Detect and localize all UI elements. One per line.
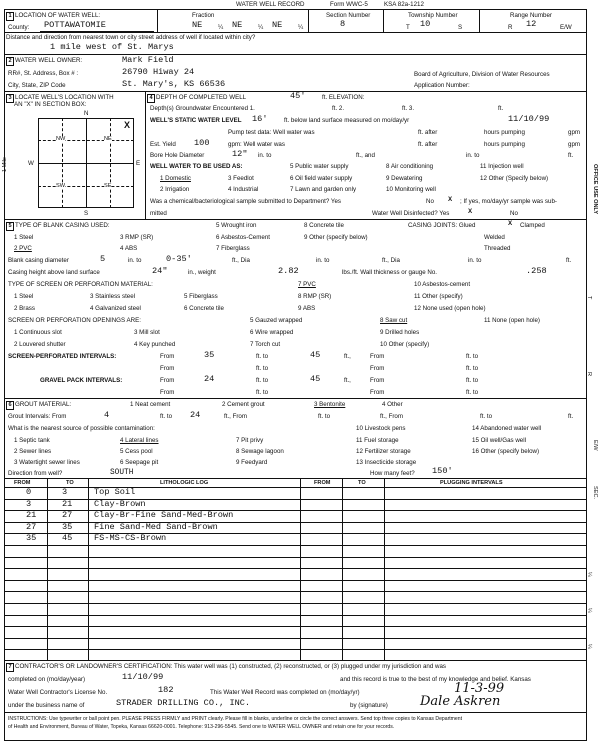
gravel-to2: ft. to <box>466 377 479 384</box>
log-from-cell: 27 <box>26 521 37 532</box>
log-row-line <box>4 649 587 650</box>
static-label: WELL'S STATIC WATER LEVEL <box>150 117 242 124</box>
cert-signature: Dale Askren <box>420 694 501 709</box>
casing-height-label: Casing height above land surface <box>8 269 100 276</box>
log-row-line <box>4 545 587 546</box>
direction-from-well-label: Direction from well? <box>8 470 63 477</box>
groundwater-3: ft. 3. <box>402 105 415 112</box>
src-fuel[interactable]: 11 Fuel storage <box>356 437 399 444</box>
cert-record-date: 11-3-99 <box>454 681 505 696</box>
gravel-to-value: 45 <box>310 374 321 384</box>
chem-mitted: mitted <box>150 210 167 217</box>
depth-value: 45' <box>290 91 306 101</box>
groundwater-label: Depth(s) Groundwater Encountered 1. <box>150 105 255 112</box>
src-watertight[interactable]: 3 Watertight sewer lines <box>14 459 80 466</box>
disinfected-label: Water Well Disinfected? Yes <box>372 210 450 217</box>
section7-line1: 7 CONTRACTOR'S OR LANDOWNER'S CERTIFICATION: This water well was (1) constructed, (2) reconstructed, or (3) plugged under my jurisdiction and was <box>6 663 446 672</box>
screen-intervals-label: SCREEN-PERFORATED INTERVALS: <box>8 353 117 360</box>
range-value: 12 <box>526 19 537 29</box>
direction-from-well: SOUTH <box>110 469 134 477</box>
log-from-cell: 21 <box>26 510 37 521</box>
bore-value: 12" <box>232 149 248 159</box>
use-dewatering[interactable]: 9 Dewatering <box>386 175 423 182</box>
gravel-label: GRAVEL PACK INTERVALS: <box>40 377 123 384</box>
screen-label: TYPE OF SCREEN OR PERFORATION MATERIAL: <box>8 281 153 288</box>
use-monitoring[interactable]: 10 Monitoring well <box>386 186 436 193</box>
fraction-3: NE <box>272 20 283 30</box>
form-title: WATER WELL RECORD <box>236 1 305 8</box>
open-mill[interactable]: 3 Mill slot <box>134 329 160 336</box>
locate-w: W <box>28 160 34 167</box>
section3-label: 3 LOCATE WELL'S LOCATION WITH <box>6 94 114 103</box>
cert-license-label: Water Well Contractor's License No. <box>8 689 108 696</box>
township-label: Township Number <box>408 12 458 19</box>
src-privy[interactable]: 7 Pit privy <box>236 437 264 444</box>
open-gauzed[interactable]: 5 Gauzed wrapped <box>250 317 303 324</box>
chem-x: X <box>448 196 453 203</box>
grout-from3: ft., From <box>380 413 404 420</box>
open-drilled[interactable]: 9 Drilled holes <box>380 329 420 336</box>
log-from-cell: 0 <box>26 487 32 497</box>
gravel-ft: ft., <box>344 377 351 384</box>
fraction-2: NE <box>232 20 243 30</box>
chem-tail: ; If yes, mo/day/yr sample was sub- <box>460 198 557 205</box>
locate-s: S <box>84 210 89 217</box>
casing-clamped: Clamped <box>520 222 545 229</box>
yield-after: ft. after <box>418 141 438 148</box>
src-feedyard[interactable]: 9 Feedyard <box>236 459 268 466</box>
grout-from2: ft., From <box>224 413 248 420</box>
screen-fiberglass[interactable]: 5 Fiberglass <box>184 293 218 300</box>
log-row-line <box>4 626 587 627</box>
chem-no: No <box>426 198 434 205</box>
how-many-feet: 150' <box>432 466 453 476</box>
quarter-3: ¼ <box>298 24 304 31</box>
owner-name: Mark Field <box>122 55 174 65</box>
grout-other[interactable]: 4 Other <box>382 401 403 408</box>
screen-none[interactable]: 12 None used (open hole) <box>414 305 486 312</box>
casing-weight-label: in., weight <box>188 269 216 276</box>
side-q2: ¼ <box>586 608 592 613</box>
log-row-line <box>4 591 587 592</box>
log-description-cell: Top Soil <box>94 487 136 497</box>
casing-pvc[interactable]: 2 PVC <box>14 245 32 252</box>
static-date: 11/10/99 <box>508 114 550 124</box>
groundwater-ft: ft. <box>498 105 504 112</box>
grout-ft: ft. <box>568 413 574 420</box>
log-row-line <box>4 557 587 558</box>
township-s: S <box>458 24 463 31</box>
locate-n: N <box>84 110 89 117</box>
log-from-cell: 3 <box>26 498 32 509</box>
casing-concrete[interactable]: 8 Concrete tile <box>304 222 344 229</box>
fraction-1: NE <box>192 20 203 30</box>
quad-nw: NW <box>56 136 66 142</box>
side-q3: ¼ <box>586 644 592 649</box>
log-row-line <box>4 615 587 616</box>
casing-diam-to: in. to <box>128 257 142 264</box>
casing-wall-label: lbs./ft. Wall thickness or gauge No. <box>342 269 438 276</box>
src-lateral[interactable]: 4 Lateral lines <box>120 437 159 444</box>
use-injection[interactable]: 11 Injection well <box>480 163 524 170</box>
bore-to2: in. to <box>466 152 480 159</box>
casing-joints-label: CASING JOINTS: Glued <box>408 222 476 229</box>
use-lawn[interactable]: 7 Lawn and garden only <box>290 186 357 193</box>
use-label: WELL WATER TO BE USED AS: <box>150 163 243 170</box>
contamination-label: What is the nearest source of possible contamination: <box>8 425 155 432</box>
casing-fiberglass[interactable]: 7 Fiberglass <box>216 245 250 252</box>
side-t: T <box>586 296 592 300</box>
src-fertilizer[interactable]: 12 Fertilizer storage <box>356 448 411 455</box>
screen-from2: From <box>370 353 385 360</box>
gravel-from2: From <box>370 377 385 384</box>
log-to-cell: 27 <box>62 510 73 521</box>
use-industrial[interactable]: 4 Industrial <box>228 186 259 193</box>
open-saw[interactable]: 8 Saw cut <box>380 317 408 324</box>
direction-label: Distance and direction from nearest town or city street address of well if located within city? <box>6 34 256 41</box>
screen-abs[interactable]: 9 ABS <box>298 305 316 312</box>
cert-business-value: STRADER DRILLING CO., INC. <box>116 698 251 708</box>
open-key[interactable]: 4 Key punched <box>134 341 176 348</box>
section3-label2: AN "X" IN SECTION BOX: <box>14 101 87 108</box>
log-row-line <box>4 638 587 639</box>
casing-abs[interactable]: 4 ABS <box>120 245 138 252</box>
section-value: 8 <box>340 19 346 29</box>
use-domestic[interactable]: 1 Domestic <box>160 175 191 182</box>
pump-hours: hours pumping <box>484 129 525 136</box>
cert-license-value: 182 <box>158 685 174 695</box>
grout-cement[interactable]: 2 Cement grout <box>222 401 265 408</box>
use-irrigation[interactable]: 2 Irrigation <box>160 186 190 193</box>
casing-other[interactable]: 9 Other (specify below) <box>304 234 368 241</box>
casing-gauge-value: .258 <box>526 266 547 276</box>
cert-completed-date: 11/10/99 <box>122 672 164 682</box>
screen-to-value: 45 <box>310 350 321 360</box>
casing-diam-value: 5 <box>100 254 106 264</box>
gravel-from-label: From <box>160 377 175 384</box>
how-many-feet-label: How many feet? <box>370 470 415 477</box>
log-to-header: TO <box>66 480 74 486</box>
log-to-header2: TO <box>358 480 366 486</box>
grout-intervals-label: Grout Intervals: From <box>8 413 67 420</box>
use-oilfield[interactable]: 6 Oil field water supply <box>290 175 353 182</box>
side-ew: E/W <box>592 440 598 451</box>
grout-to-label: ft. to <box>160 413 173 420</box>
section6-label: 6 GROUT MATERIAL: <box>6 401 71 410</box>
gravel-to-b: ft. to <box>256 389 269 396</box>
open-none[interactable]: 11 None (open hole) <box>484 317 540 324</box>
src-abandoned[interactable]: 14 Abandoned water well <box>472 425 542 432</box>
owner-address: 26790 Hiway 24 <box>122 67 195 77</box>
log-row-line <box>4 603 587 604</box>
casing-threaded: Threaded <box>484 245 511 252</box>
gravel-from-value: 24 <box>204 374 215 384</box>
section-label: Section Number <box>326 12 371 19</box>
screen-brass[interactable]: 2 Brass <box>14 305 35 312</box>
yield-label: Est. Yield <box>150 141 176 148</box>
grout-to2: ft. to <box>318 413 331 420</box>
casing-ft: ft. <box>566 257 572 264</box>
county-label: County: <box>8 24 30 31</box>
log-row-line <box>4 580 587 581</box>
side-q1: ¼ <box>586 572 592 577</box>
src-lagoon[interactable]: 8 Sewage lagoon <box>236 448 284 455</box>
range-ew: E/W <box>560 24 572 31</box>
yield-value: 100 <box>194 138 210 148</box>
casing-to2: in. to <box>316 257 330 264</box>
elevation-label: ft. ELEVATION: <box>322 94 365 101</box>
ksa-number: KSA 82a-1212 <box>384 1 424 8</box>
screen-asbestos[interactable]: 10 Asbestos-cement <box>414 281 471 288</box>
casing-diam-label: Blank casing diameter <box>8 257 69 264</box>
disinfected-x: X <box>468 208 473 215</box>
office-use-label: OFFICE USE ONLY <box>592 164 598 215</box>
range-r: R <box>508 24 513 31</box>
casing-weight-value: 2.82 <box>278 266 299 276</box>
log-to-cell: 35 <box>62 521 73 532</box>
static-value: 16' <box>252 114 268 124</box>
gravel-from-b: From <box>160 389 175 396</box>
direction-value: 1 mile west of St. Marys <box>50 42 174 52</box>
log-row-line <box>4 499 587 500</box>
open-continuous[interactable]: 1 Continuous slot <box>14 329 62 336</box>
casing-rmp[interactable]: 3 RMP (SR) <box>120 234 154 241</box>
grout-bentonite[interactable]: 3 Bentonite <box>314 401 346 408</box>
src-insecticide[interactable]: 13 Insecticide storage <box>356 459 417 466</box>
log-row-line <box>4 568 587 569</box>
casing-joints-x: X <box>508 220 513 227</box>
log-description-cell: FS-MS-CS-Brown <box>94 533 167 544</box>
gravel-to-label: ft. to <box>256 377 269 384</box>
casing-dia3: ft., Dia <box>382 257 400 264</box>
log-to-cell: 21 <box>62 498 73 509</box>
cert-true-text: and this record is true to the best of my knowledge and belief. Kansas <box>340 676 531 683</box>
bore-to: in. to <box>258 152 272 159</box>
bore-ft: ft. <box>568 152 574 159</box>
application-label: Application Number: <box>414 82 470 89</box>
static-tail: ft. below land surface measured on mo/day/yr <box>284 117 410 124</box>
log-description-cell: Clay-Br-Fine Sand-Med-Brown <box>94 510 234 521</box>
groundwater-2: ft. 2. <box>332 105 345 112</box>
side-sec: SEC. <box>592 486 598 500</box>
township-value: 10 <box>420 19 431 29</box>
src-seepage[interactable]: 6 Seepage pit <box>120 459 159 466</box>
section4-label: 4 DEPTH OF COMPLETED WELL <box>147 94 246 103</box>
log-row-line <box>4 533 587 534</box>
src-other[interactable]: 16 Other (specify below) <box>472 448 540 455</box>
screen-concrete[interactable]: 6 Concrete tile <box>184 305 224 312</box>
quarter-2: ¼ <box>258 24 264 31</box>
township-t: T <box>406 24 410 31</box>
range-label: Range Number <box>510 12 552 19</box>
grout-neat[interactable]: 1 Neat cement <box>130 401 171 408</box>
owner-city: St. Mary's, KS 66536 <box>122 79 226 89</box>
quad-se: SE <box>104 183 112 189</box>
locate-mile: 1 Mile <box>2 157 8 172</box>
county-value: POTTAWATOMIE <box>44 20 106 30</box>
yield-hours: hours pumping <box>484 141 525 148</box>
grout-to3: ft. to <box>480 413 493 420</box>
screen-rmp[interactable]: 8 RMP (SR) <box>298 293 332 300</box>
log-row-line <box>4 510 587 511</box>
quad-sw: SW <box>56 183 66 189</box>
quarter-1: ¼ <box>218 24 224 31</box>
cert-business-label: under the business name of <box>8 702 85 709</box>
casing-depth-value: 0-35' <box>166 254 192 264</box>
log-description-cell: Clay-Brown <box>94 498 146 509</box>
log-from-header: FROM <box>14 480 31 486</box>
screen-from-b2: From <box>370 365 385 372</box>
log-lith-header: LITHOLOGIC LOG <box>160 480 209 486</box>
log-to-cell: 3 <box>62 487 68 497</box>
casing-height-value: 24" <box>152 266 168 276</box>
openings-label: SCREEN OR PERFORATION OPENINGS ARE: <box>8 317 141 324</box>
log-description-cell: Fine Sand-Med Sand-Brown <box>94 521 218 532</box>
src-septic[interactable]: 1 Septic tank <box>14 437 50 444</box>
cert-by-label: by (signature) <box>350 702 388 709</box>
casing-wrought[interactable]: 5 Wrought iron <box>216 222 257 229</box>
src-livestock[interactable]: 10 Livestock pens <box>356 425 406 432</box>
cert-record-text: This Water Well Record was completed on (mo/day/yr) <box>210 689 360 696</box>
open-wire[interactable]: 6 Wire wrapped <box>250 329 294 336</box>
screen-from-value: 35 <box>204 350 215 360</box>
log-plug-header: PLUGGING INTERVALS <box>440 480 503 486</box>
disinfected-no: No <box>510 210 518 217</box>
board-label: Board of Agriculture, Division of Water Resources <box>414 71 550 78</box>
casing-asbestos[interactable]: 6 Asbestos-Cement <box>216 234 270 241</box>
screen-ft-label: ft., <box>344 353 351 360</box>
bore-and: ft., and <box>356 152 375 159</box>
instructions-1: INSTRUCTIONS: Use typewriter or ball point pen. PLEASE PRESS FIRMLY and PRINT clearly. Please fill in blanks, underline or circle the correct answers. Send top three copies to Kansas Department <box>8 716 463 722</box>
section2-label: 2 WATER WELL OWNER: <box>6 57 82 66</box>
pump-after: ft. after <box>418 129 438 136</box>
screen-other[interactable]: 11 Other (specify) <box>414 293 463 300</box>
casing-to3: in. to <box>468 257 482 264</box>
city-label: City, State, ZIP Code <box>8 82 66 89</box>
use-other[interactable]: 12 Other (Specify below) <box>480 175 549 182</box>
rr-label: RR#, St. Address, Box # : <box>8 70 79 77</box>
casing-dia2: ft., Dia <box>232 257 250 264</box>
locate-e: E <box>136 160 141 167</box>
open-torch[interactable]: 7 Torch cut <box>250 341 281 348</box>
cert-completed-label: completed on (mo/day/year) <box>8 676 86 683</box>
screen-from-b: From <box>160 365 175 372</box>
gravel-to-b2: ft. to <box>466 389 479 396</box>
section5-label: 5 TYPE OF BLANK CASING USED: <box>6 222 110 231</box>
bore-label: Bore Hole Diameter <box>150 152 205 159</box>
casing-welded: Welded <box>484 234 505 241</box>
fraction-label: Fraction <box>192 12 215 19</box>
location-mark: X <box>124 120 131 130</box>
log-from-header2: FROM <box>314 480 331 486</box>
screen-from-label: From <box>160 353 175 360</box>
use-public[interactable]: 5 Public water supply <box>290 163 349 170</box>
src-sewer[interactable]: 2 Sewer lines <box>14 448 52 455</box>
open-other[interactable]: 10 Other (specify) <box>380 341 430 348</box>
grout-from-value: 4 <box>104 410 110 420</box>
screen-to2: ft. to <box>466 353 479 360</box>
quad-ne: NE <box>104 136 112 142</box>
section1-label: 1 LOCATION OF WATER WELL: <box>6 12 100 21</box>
use-feedlot[interactable]: 3 Feedlot <box>228 175 254 182</box>
log-from-cell: 35 <box>26 533 37 544</box>
log-row-line <box>4 522 587 523</box>
chem-question: Was a chemical/bacteriological sample submitted to Department? Yes <box>150 198 341 205</box>
gravel-from-b2: From <box>370 389 385 396</box>
log-to-cell: 45 <box>62 533 73 544</box>
yield-water: gpm: Well water was <box>228 141 285 148</box>
casing-steel[interactable]: 1 Steel <box>14 234 34 241</box>
form-number: Form WWC-5 <box>330 1 368 8</box>
screen-pvc[interactable]: 7 PVC <box>298 281 316 288</box>
src-oilgas[interactable]: 15 Oil well/Gas well <box>472 437 526 444</box>
src-cesspool[interactable]: 5 Cess pool <box>120 448 153 455</box>
screen-stainless[interactable]: 3 Stainless steel <box>90 293 136 300</box>
screen-to-b: ft. to <box>256 365 269 372</box>
screen-galvanized[interactable]: 4 Galvanized steel <box>90 305 141 312</box>
screen-to-label: ft. to <box>256 353 269 360</box>
instructions-2: of Health and Environment, Bureau of Water, Topeka, Kansas 66620-0001. Telephone: 913-296-5545. Send one to WATER WELL OWNER and retain one for your records. <box>8 724 395 730</box>
side-r: R <box>586 372 592 377</box>
pump-label: Pump test data: Well water was <box>228 129 315 136</box>
screen-steel[interactable]: 1 Steel <box>14 293 34 300</box>
open-louvered[interactable]: 2 Louvered shutter <box>14 341 66 348</box>
screen-to-b2: ft. to <box>466 365 479 372</box>
use-air[interactable]: 8 Air conditioning <box>386 163 434 170</box>
pump-gpm: gpm <box>568 129 581 136</box>
yield-gpm: gpm <box>568 141 581 148</box>
grout-to-value: 24 <box>190 410 201 420</box>
